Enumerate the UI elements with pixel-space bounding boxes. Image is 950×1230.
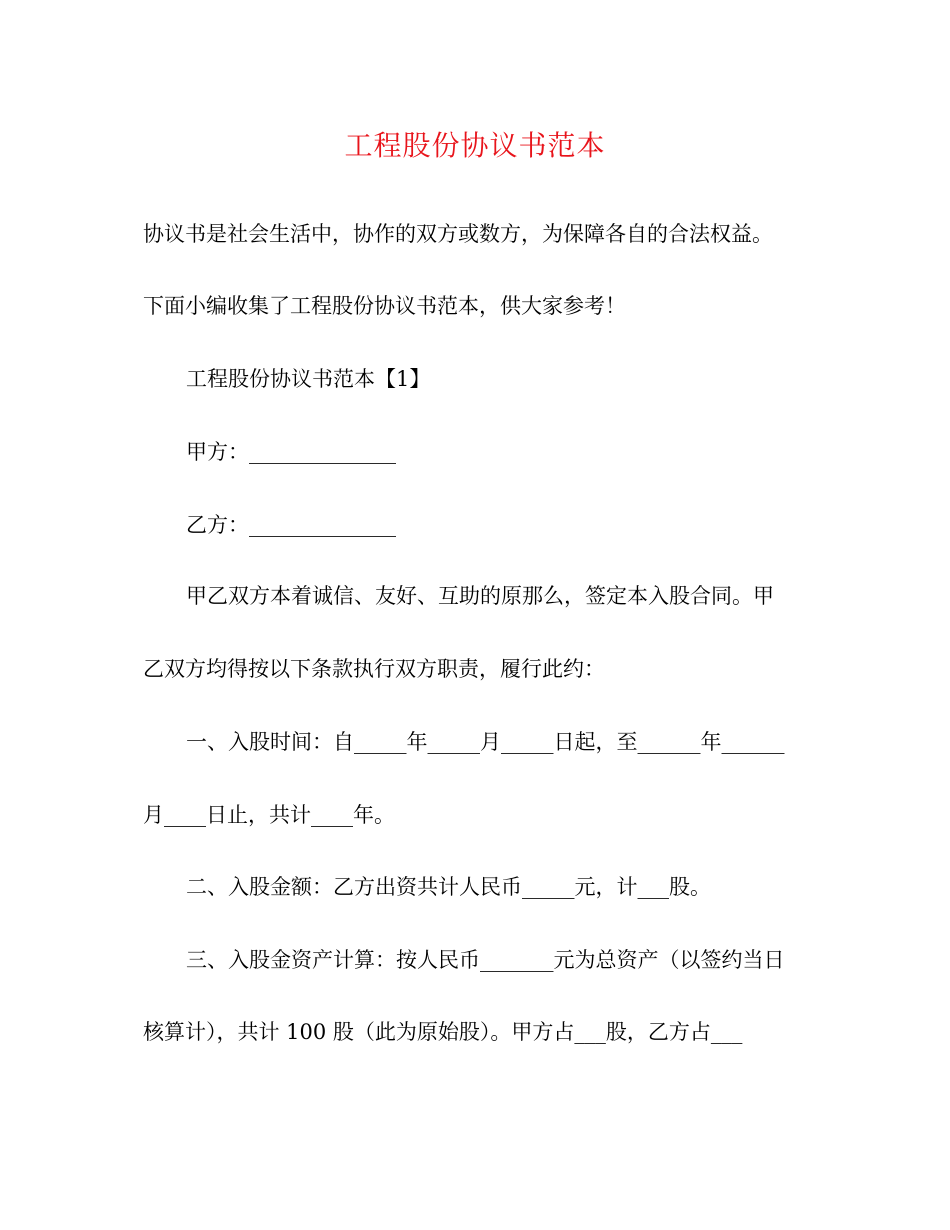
paragraph-line: 甲乙双方本着诚信、友好、互助的原那么，签定本入股合同。甲 xyxy=(186,584,774,608)
clause-3-line: 三、入股金资产计算：按人民币_______元为总资产（以签约当日 xyxy=(186,948,785,972)
clause-1-line: 月____日止，共计____年。 xyxy=(143,803,395,827)
clause-1-line: 一、入股时间：自_____年_____月_____日起，至______年______ xyxy=(186,730,785,754)
document-title: 工程股份协议书范本 xyxy=(344,129,606,162)
party-a-line: 甲方：______________ xyxy=(186,440,396,464)
party-b-line: 乙方：______________ xyxy=(186,513,396,537)
intro-line-1: 协议书是社会生活中，协作的双方或数方，为保障各自的合法权益。 xyxy=(143,222,773,246)
clause-2-line: 二、入股金额：乙方出资共计人民币_____元，计___股。 xyxy=(186,875,711,899)
section-heading: 工程股份协议书范本【1】 xyxy=(186,367,431,391)
clause-3-line: 核算计），共计 100 股（此为原始股）。甲方占___股，乙方占___ xyxy=(143,1020,743,1044)
intro-line-2: 下面小编收集了工程股份协议书范本，供大家参考！ xyxy=(143,294,626,318)
paragraph-line: 乙双方均得按以下条款执行双方职责，履行此约： xyxy=(143,657,605,681)
